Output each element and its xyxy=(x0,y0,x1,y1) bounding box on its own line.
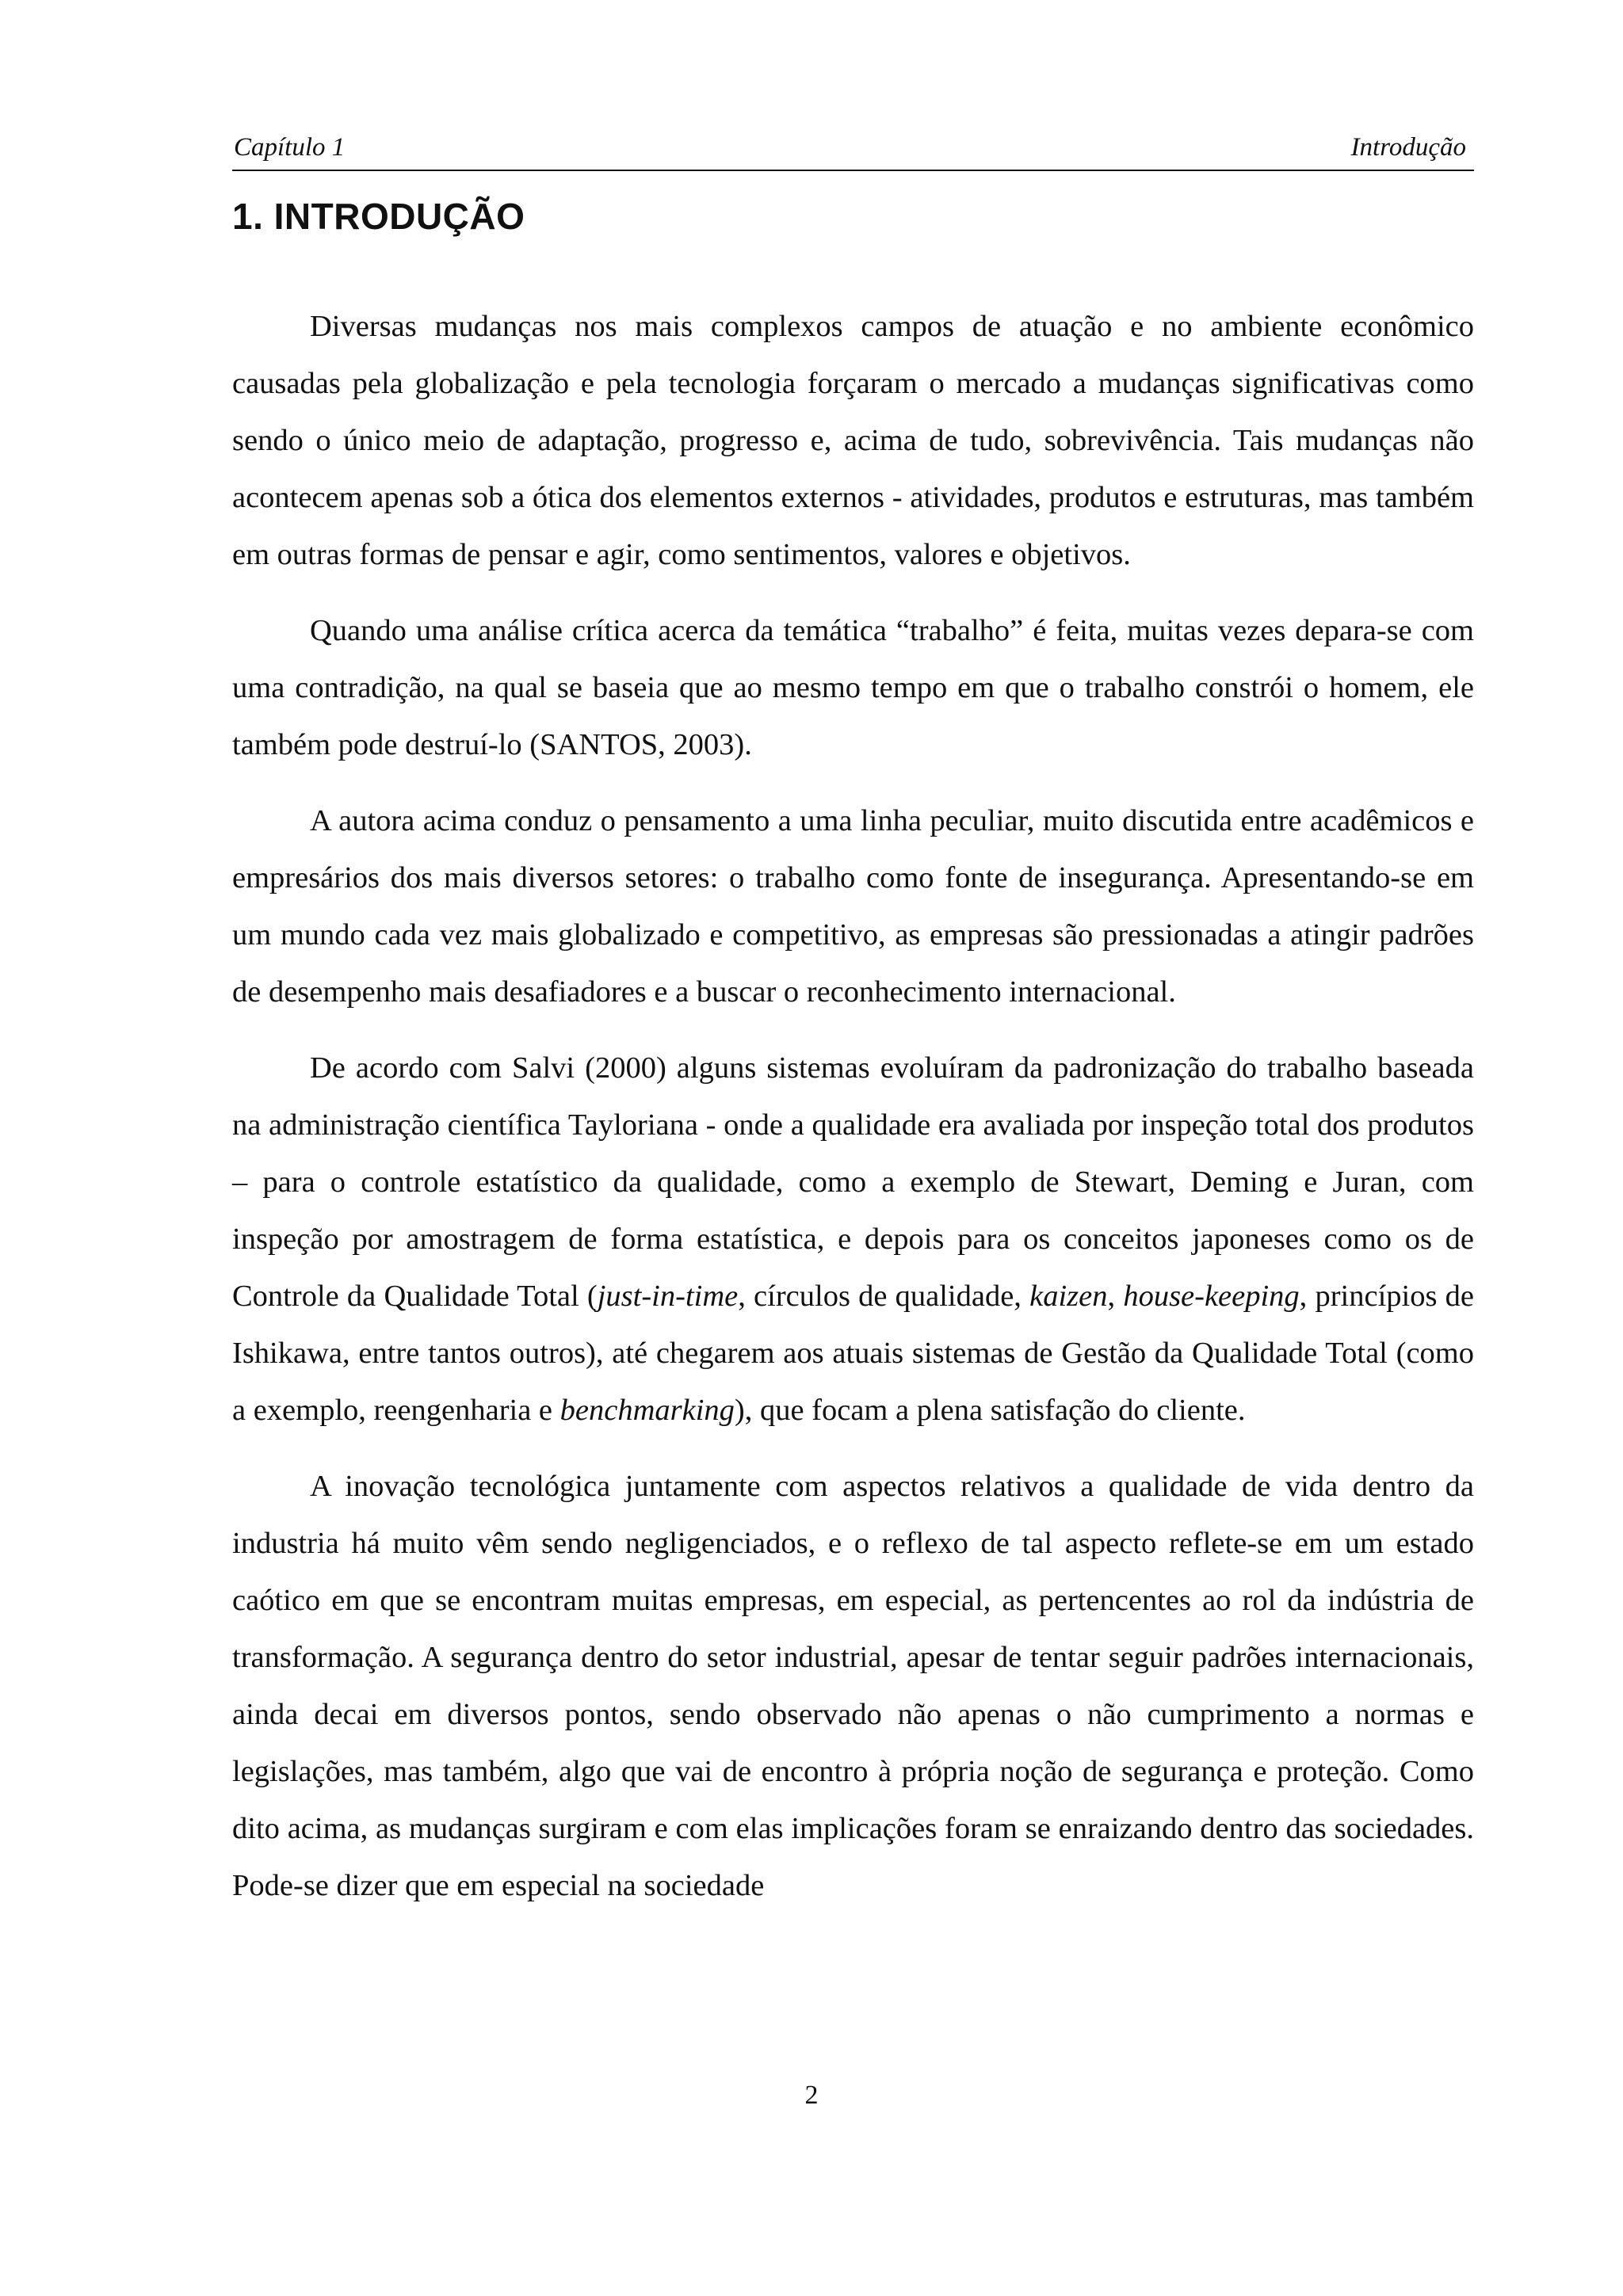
paragraph-1: Diversas mudanças nos mais complexos campos de atuação e no ambiente econômico causadas pela globalização e pela tecnologia forçaram o mercado a mudanças significativas como sendo o único meio de adaptação, progresso e, acima de tudo, sobrevivência. Tais mudanças não acontecem apenas sob a ótica dos elementos externos - atividades, produtos e estruturas, mas também em outras formas de pensar e agir, como sentimentos, valores e objetivos. xyxy=(232,310,1474,571)
paragraph-4-text-b: , círculos de qualidade, xyxy=(738,1280,1030,1313)
chapter-title: 1. INTRODUÇÃO xyxy=(232,196,525,237)
paragraph-4-text-e: ), que focam a plena satisfação do cliente. xyxy=(734,1394,1246,1427)
running-header xyxy=(232,133,1474,171)
term-house-keeping: house-keeping xyxy=(1123,1280,1300,1313)
header-chapter-label: Capítulo 1 xyxy=(234,133,346,162)
paragraph-2: Quando uma análise crítica acerca da temática “trabalho” é feita, muitas vezes depara-se com uma contradição, na qual se baseia que ao mesmo tempo em que o trabalho constrói o homem, ele também pode destruí-lo (SANTOS, 2003). xyxy=(232,614,1474,761)
paragraph-4-text-d: , princípios de Ishikawa, entre tantos outros), até chegarem aos atuais sistemas de Gestão da Qualidade Total (como a exemplo, reengenharia e xyxy=(232,1280,1474,1427)
term-kaizen: kaizen xyxy=(1029,1280,1108,1313)
paragraph-3: A autora acima conduz o pensamento a uma linha peculiar, muito discutida entre acadêmicos e empresários dos mais diversos setores: o trabalho como fonte de insegurança. Apresentando-se em um mundo cada vez mais globalizado e competitivo, as empresas são pressionadas a atingir padrões de desempenho mais desafiadores e a buscar o reconhecimento internacional. xyxy=(232,804,1474,1009)
term-just-in-time: just-in-time xyxy=(597,1280,739,1313)
paragraph-4-text-c: , xyxy=(1107,1280,1124,1313)
term-benchmarking: benchmarking xyxy=(559,1394,735,1427)
header-section-label: Introdução xyxy=(1350,133,1466,162)
body-text xyxy=(232,298,1474,1933)
paragraph-4-text-a: De acordo com Salvi (2000) alguns sistemas evoluíram da padronização do trabalho baseada na administração científica Tayloriana - onde a qualidade era avaliada por inspeção total dos produtos – para o controle estatístico da qualidade, como a exemplo de Stewart, Deming e Juran, com inspeção por amostragem de forma estatística, e depois para os conceitos japoneses como os de Controle da Qualidade Total ( xyxy=(232,1051,1474,1313)
page-number: 2 xyxy=(804,2081,819,2110)
paragraph-4 xyxy=(232,1039,1474,1439)
paragraph-5: A inovação tecnológica juntamente com aspectos relativos a qualidade de vida dentro da industria há muito vêm sendo negligenciados, e o reflexo de tal aspecto reflete-se em um estado caótico em que se encontram muitas empresas, em especial, as pertencentes ao rol da indústria de transformação. A segurança dentro do setor industrial, apesar de tentar seguir padrões internacionais, ainda decai em diversos pontos, sendo observado não apenas o não cumprimento a normas e legislações, mas também, algo que vai de encontro à própria noção de segurança e proteção. Como dito acima, as mudanças surgiram e com elas implicações foram se enraizando dentro das sociedades. Pode-se dizer que em especial na sociedade xyxy=(232,1470,1474,1902)
